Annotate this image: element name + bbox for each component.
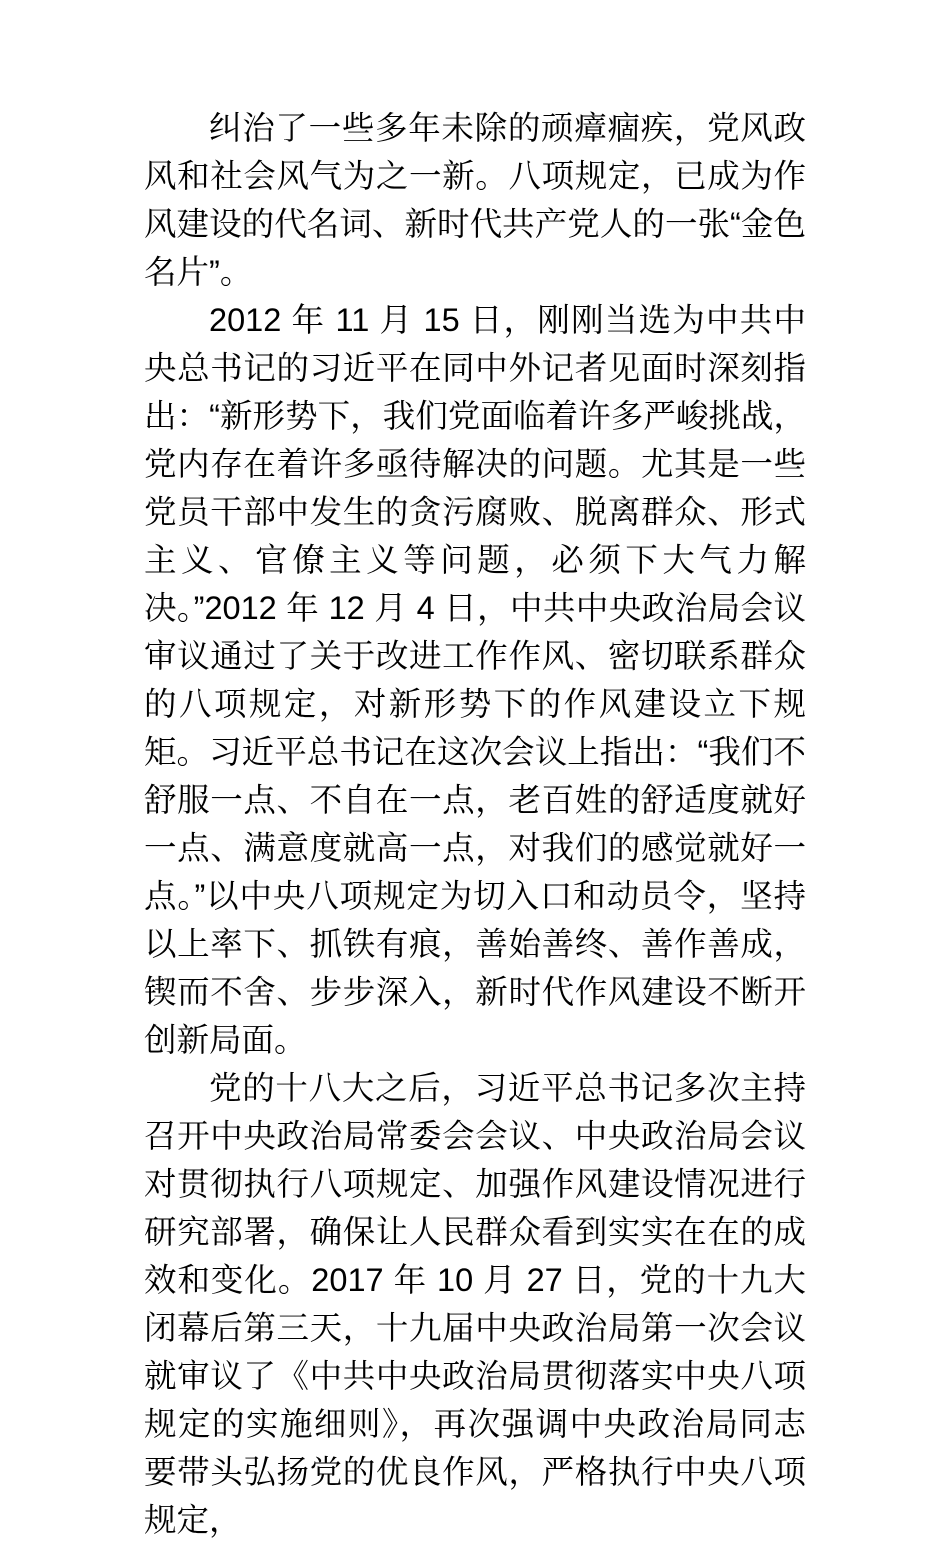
paragraph: 纠治了一些多年未除的顽瘴痼疾，党风政风和社会风气为之一新。八项规定，已成为作风建设的代名词、新时代共产党人的一张“金色名片”。 [144, 110, 806, 290]
document-text-column [144, 104, 806, 1544]
paragraph: 2012 年 11 月 15 日，刚刚当选为中共中央总书记的习近平在同中外记者见面时深刻指出：“新形势下，我们党面临着许多严峻挑战，党内存在着许多亟待解决的问题。尤其是一些党员干部中发生的贪污腐败、脱离群众、形式主义、官僚主义等问题，必须下大气力解决。”2012 年 12 月 4 日，中共中央政治局会议审议通过了关于改进工作作风、密切联系群众的八项规定，对新形势下的作风建设立下规矩。习近平总书记在这次会议上指出：“我们不舒服一点、不自在一点，老百姓的舒适度就好一点、满意度就高一点，对我们的感觉就好一点。”以中央八项规定为切入口和动员令，坚持以上率下、抓铁有痕，善始善终、善作善成，锲而不舍、步步深入，新时代作风建设不断开创新局面。 [144, 302, 806, 1058]
paragraph: 党的十八大之后，习近平总书记多次主持召开中央政治局常委会会议、中央政治局会议对贯彻执行八项规定、加强作风建设情况进行研究部署，确保让人民群众看到实实在在的成效和变化。2017 年 10 月 27 日，党的十九大闭幕后第三天，十九届中央政治局第一次会议就审议了《中共中央政治局贯彻落实中央八项规定的实施细则》，再次强调中央政治局同志要带头弘扬党的优良作风，严格执行中央八项规定， [144, 1070, 806, 1538]
